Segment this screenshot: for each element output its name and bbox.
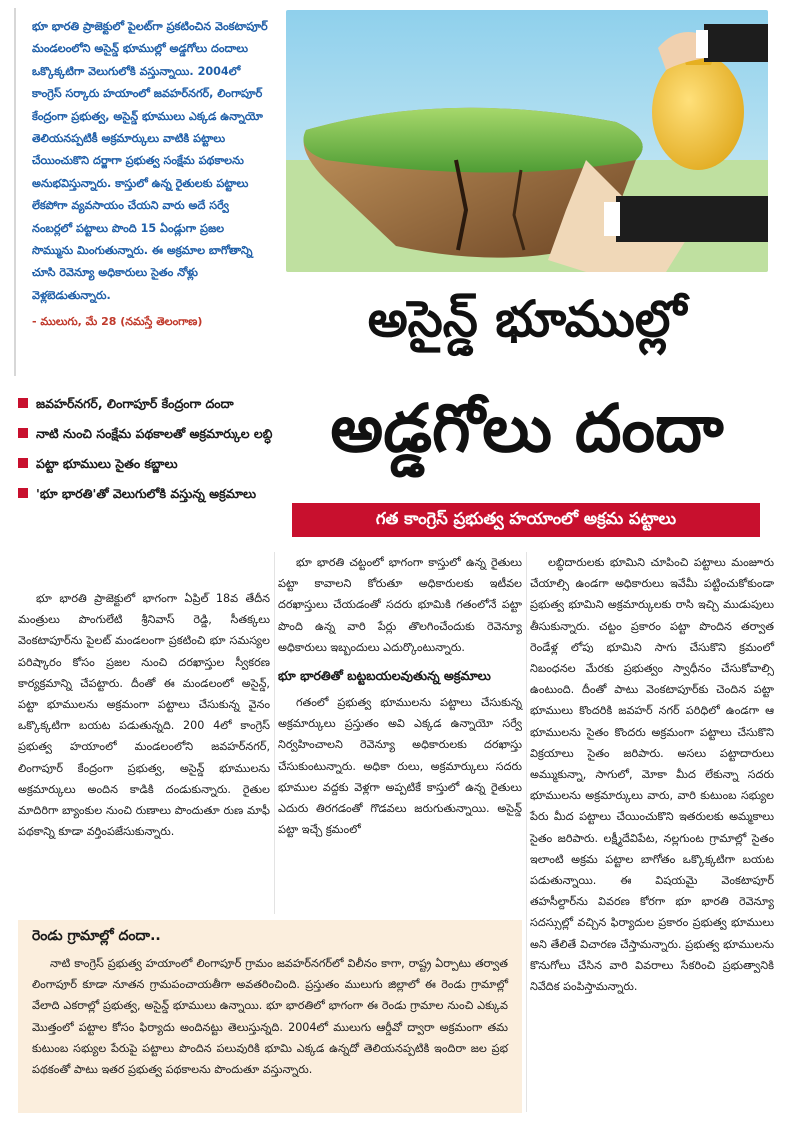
highlight-item: జవహర్‌నగర్, లింగాపూర్ కేంద్రంగా దందా — [18, 392, 276, 416]
highlight-item: పట్టా భూములు సైతం కబ్జాలు — [18, 452, 276, 476]
land-money-bag-illustration — [286, 10, 768, 272]
bullet-square-icon — [18, 458, 28, 468]
subheadline-strap: గత కాంగ్రెస్ ప్రభుత్వ హయాంలో అక్రమ పట్టాలు — [292, 503, 760, 537]
intro-block — [14, 8, 276, 376]
body-paragraph: భూ భారతి ప్రాజెక్టులో భాగంగా ఏప్రిల్ 18వ తేదీన మంత్రులు పొంగులేటి శ్రీనివాస్ రెడ్డి, సీతక్కలు వెంకటాపూర్‌ను పైలట్ మండలంగా ప్రకటించి భూ సమస్యల పరిష్కారం కోసం ప్రజల నుంచి దరఖాస్తుల స్వీకరణ కార్యక్రమాన్ని చేపట్టారు. దీంతో ఈ మండలంలో అసైన్డ్, పట్టా భూములను అక్రమంగా పట్టాలు చేసుకున్న వైనం ఒక్కొక్కటిగా బయట పడుతున్నది. 200 4లో కాంగ్రెస్ ప్రభుత్వ హయాంలో మండలంలోని జవహర్‌నగర్, లింగాపూర్ కేంద్రంగా ప్రభుత్వ, అసైన్డ్ భూములను అక్రమార్కులు అందిన కాడికి దండుకున్నారు. రైతుల మాదిరిగా బ్యాంకుల నుంచి రుణాలు పొందుతూ రుణ మాఫీ పథకాన్ని కూడా వర్తింపజేసుకున్నారు. — [18, 592, 270, 839]
body-column-3 — [530, 552, 774, 997]
hero-illustration-svg — [286, 10, 768, 272]
bullet-square-icon — [18, 488, 28, 498]
headline-line-2: అడ్డగోలు దందా — [330, 390, 724, 467]
body-column-1 — [18, 588, 270, 842]
intro-text: భూ భారతి ప్రాజెక్టులో పైలట్‌గా ప్రకటించిన వెంకటాపూర్ మండలంలోని అసైన్డ్ భూముల్లో అడ్డగోలు దందాలు ఒక్కొక్కటిగా వెలుగులోకి వస్తున్నాయి. 2004లో కాంగ్రెస్ సర్కారు హయాంలో జవహర్‌నగర్, లింగాపూర్ కేంద్రంగా ప్రభుత్వ, అసైన్డ్ భూములు ఎక్కడ ఉన్నాయో తెలియనప్పటికీ అక్రమార్కులు వాటికి పట్టాలు చేయించుకొని దర్జాగా ప్రభుత్వ సంక్షేమ పథకాలను అనుభవిస్తున్నారు. కాస్తులో ఉన్న రైతులకు పట్టాలు లేకపోగా వ్యవసాయం చేయని వారు అదే సర్వే నంబర్లలో పట్టాలు పొంది 15 ఏండ్లుగా ప్రజల సొమ్మును మింగుతున్నారు. ఈ అక్రమాల బాగోతాన్ని చూసి రెవెన్యూ అధికారులు సైతం నోళ్లు వెళ్లబెడుతున్నారు. — [32, 20, 268, 302]
body-paragraph: గతంలో ప్రభుత్వ భూములను పట్టాలు చేసుకున్న అక్రమార్కులు ప్రస్తుతం అవి ఎక్కడ ఉన్నాయో సర్వే నిర్వహించాలని రెవెన్యూ అధికారులకు దరఖాస్తు చేసుకుంటున్నారు. అధికా రులు, అక్రమార్కులు సదరు భూముల వద్దకు వెళ్లగా అప్పటికే కాస్తులో ఉన్న రైతులు ఎదురు తిరగడంతో గొడవలు జరుగుతున్నాయి. అసైన్డ్ పట్టా ఇచ్చే క్రమంలో — [278, 696, 522, 837]
column-divider — [526, 552, 527, 1112]
column-divider — [274, 552, 275, 914]
bullet-square-icon — [18, 428, 28, 438]
sidebar-story-box — [18, 920, 522, 1113]
headline-line-1: అసైన్డ్ భూముల్లో — [367, 290, 687, 348]
sidebar-story-text: నాటి కాంగ్రెస్ ప్రభుత్వ హయాంలో లింగాపూర్ గ్రామం జవహర్‌నగర్‌లో విలీనం కాగా, రాష్ట్ర ఏర్పాటు తర్వాత లింగాపూర్ కూడా నూతన గ్రామపంచాయతీగా అవతరించింది. ప్రస్తుతం ములుగు జిల్లాలో ఈ రెండు గ్రామాల్లో వేలాది ఎకరాల్లో ప్రభుత్వ, అసైన్డ్ భూములు ఉన్నాయి. భూ భారతిలో భాగంగా ఈ రెండు గ్రామాల నుంచి ఎక్కువ మొత్తంలో పట్టాల కోసం ఫిర్యాదు అందినట్టు తెలుస్తున్నది. 2004లో ములుగు ఆర్డీవో ద్వారా అక్రమంగా తమ కుటుంబ సభ్యుల పేరుపై పట్టాలు పొందిన పలువురికి భూమి ఎక్కడ ఉన్నదో తెలియనప్పటికి ఇందిరా జల ప్రభ పథకంతో పాటు ఇతర ప్రభుత్వ పథకాలను పొందుతూ వస్తున్నారు. — [32, 957, 508, 1077]
bullet-square-icon — [18, 398, 28, 408]
body-paragraph: భూ భారతి చట్టంలో భాగంగా కాస్తులో ఉన్న రైతులు పట్టా కావాలని కోరుతూ అధికారులకు ఇటీవల దరఖాస్తులు చేయడంతో సదరు భూమికి గతంలోనే పట్టా పొంది ఉన్న వారి పేర్లు తొలగించేందుకు రెవెన్యూ అధికారులు ఇబ్బందులు ఎదుర్కొంటున్నారు. — [278, 556, 522, 654]
highlight-item: నాటి నుంచి సంక్షేమ పథకాలతో అక్రమార్కుల లబ్ధి — [18, 422, 276, 446]
highlight-item: 'భూ భారతి'తో వెలుగులోకి వస్తున్న అక్రమాలు — [18, 482, 276, 506]
section-subhead: భూ భారతితో బట్టబయలవుతున్న అక్రమాలు — [278, 668, 491, 684]
body-column-2 — [278, 552, 522, 840]
sidebar-story-title: రెండు గ్రామాల్లో దందా.. — [32, 928, 161, 944]
body-paragraph: లబ్ధిదారులకు భూమిని చూపించి పట్టాలు మంజూరు చేయాల్సి ఉండగా అధికారులు ఇవేమీ పట్టించుకోకుండా ప్రభుత్వ భూమిని అక్రమార్కులకు రాసి ఇచ్చి ముడుపులు తీసుకున్నారు. చట్టం ప్రకారం పట్టా పొందిన తర్వాత రెండేళ్ల లోపు భూమిని సాగు చేసుకొని క్రమంలో నిబంధనల మేరకు ప్రభుత్వం స్వాధీనం చేసుకోవాల్సి ఉంటుంది. దీంతో పాటు వెంకటాపూర్‌కు చెందిన పట్టా భూములు కొందరికి జవహర్ నగర్ పరిధిలో ఉండగా ఆ భూములను సైతం కొందరు అక్రమంగా పట్టాలు చేసుకొని విక్రయాలు సైతం జరిపారు. అసలు పట్టాదారులు అమ్ముకున్నా, సాగులో, మోకా మీద లేకున్నా సదరు భూములను అక్రమార్కులు వారు, వారి కుటుంబ సభ్యుల పేరు మీద పట్టాలు చేయించుకొని ఇతరులకు అమ్మకాలు సైతం జరిపారు. లక్ష్మీదేవిపేట, నల్లగుంట గ్రామాల్లో సైతం ఇలాంటి అక్రమ పట్టాల బాగోతం ఒక్కొక్కటిగా బయట పడుతున్నాయి. ఈ విషయమై వెంకటాపూర్ తహసీల్దార్‌ను వివరణ కోరగా భూ భారతి రెవెన్యూ సదస్సుల్లో వచ్చిన ఫిర్యాదుల ప్రకారం ప్రభుత్వ భూములు అని తేలితే విచారణ చేస్తామన్నారు. ప్రభుత్వ భూములను కొనుగోలు చేసిన వారి వివరాలు సేకరించి ప్రభుత్వానికి నివేదిక పంపిస్తామన్నారు. — [530, 556, 774, 994]
highlights-list — [18, 392, 276, 512]
dateline: - ములుగు, మే 28 (నమస్తే తెలంగాణ) — [32, 315, 203, 329]
